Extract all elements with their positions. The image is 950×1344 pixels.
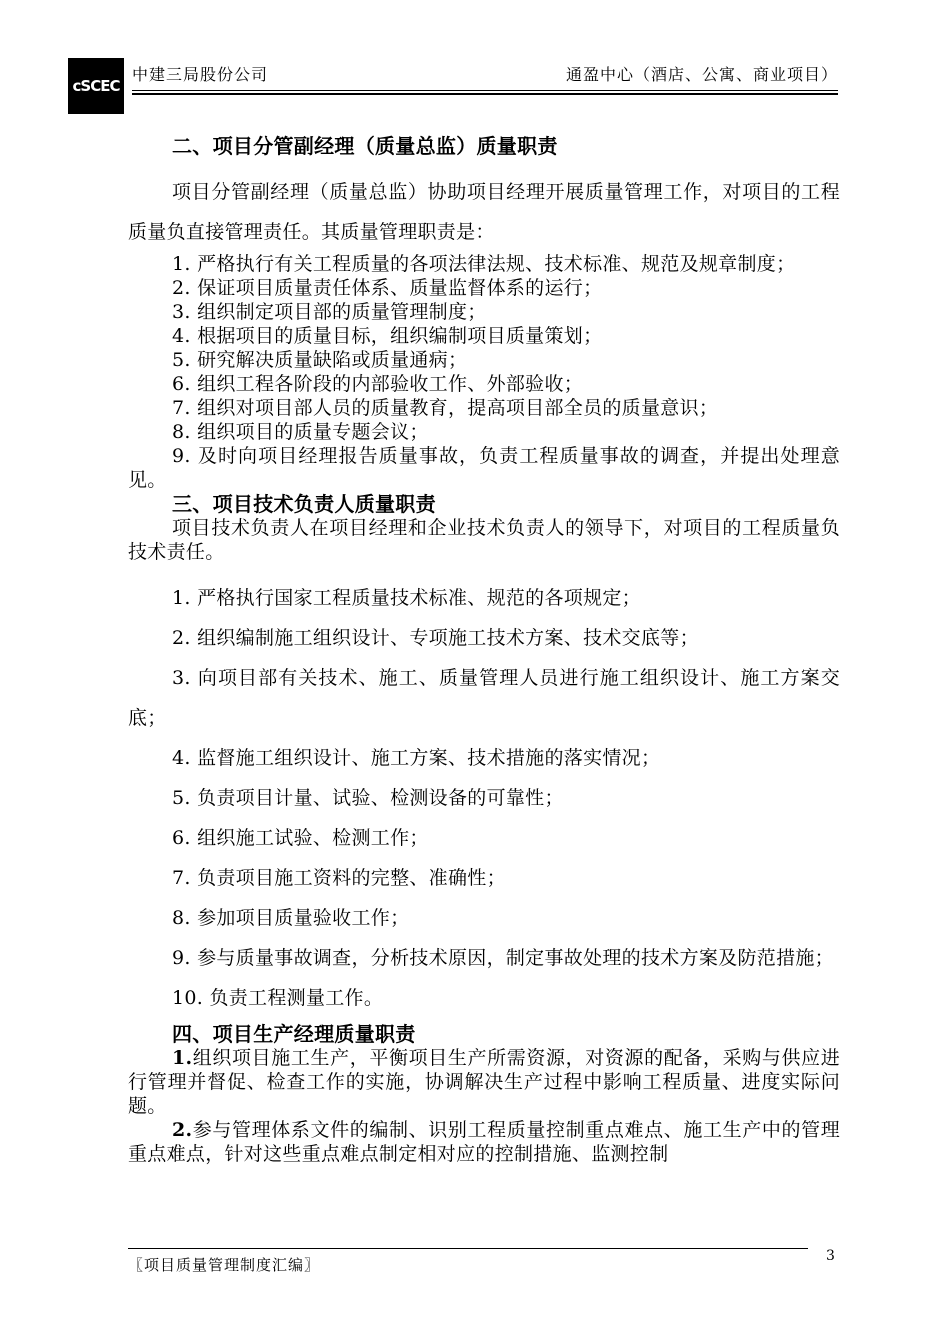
section-4-title: 四、项目生产经理质量职责 — [172, 1022, 416, 1046]
list-item: 1. 严格执行国家工程质量技术标准、规范的各项规定； — [172, 587, 641, 609]
header-rule-thick — [132, 93, 838, 95]
section-3-intro: 项目技术负责人在项目经理和企业技术负责人的领导下，对项目的工程质量负技术责任。 — [128, 517, 840, 563]
list-item: 9. 参与质量事故调查，分析技术原因，制定事故处理的技术方案及防范措施； — [172, 947, 834, 969]
list-item: 8. 参加项目质量验收工作； — [172, 907, 410, 929]
list-item: 1. 严格执行有关工程质量的各项法律法规、技术标准、规范及规章制度； — [172, 253, 796, 275]
list-item: 6. 组织施工试验、检测工作； — [172, 827, 429, 849]
list-item: 10. 负责工程测量工作。 — [172, 987, 384, 1009]
list-item — [128, 1118, 840, 1166]
list-item: 2. 组织编制施工组织设计、专项施工技术方案、技术交底等； — [172, 627, 699, 649]
list-item: 3. 向项目部有关技术、施工、质量管理人员进行施工组织设计、施工方案交底； — [128, 667, 840, 729]
item-number: 1. — [172, 1047, 193, 1069]
list-item: 4. 根据项目的质量目标，组织编制项目质量策划； — [172, 325, 603, 347]
item-number: 2. — [172, 1119, 193, 1141]
list-item: 8. 组织项目的质量专题会议； — [172, 421, 429, 443]
list-item: 2. 保证项目质量责任体系、质量监督体系的运行； — [172, 277, 603, 299]
list-item: 4. 监督施工组织设计、施工方案、技术措施的落实情况； — [172, 747, 661, 769]
section-2-title: 二、项目分管副经理（质量总监）质量职责 — [172, 134, 558, 158]
company-name: 中建三局股份公司 — [132, 65, 269, 84]
item-text: 组织项目施工生产，平衡项目生产所需资源，对资源的配备，采购与供应进行管理并督促、检查工作的实施，协调解决生产过程中影响工程质量、进度实际问题。 — [128, 1047, 840, 1117]
page-number: 3 — [826, 1248, 835, 1264]
header-rule — [132, 90, 838, 91]
page-header — [68, 50, 838, 122]
section-3-title: 三、项目技术负责人质量职责 — [172, 492, 436, 516]
item-text: 参与管理体系文件的编制、识别工程质量控制重点难点、施工生产中的管理重点难点，针对这些重点难点制定相对应的控制措施、监测控制 — [128, 1119, 840, 1165]
list-item: 6. 组织工程各阶段的内部验收工作、外部验收； — [172, 373, 584, 395]
footer-title: 〖项目质量管理制度汇编〗 — [128, 1256, 321, 1274]
section-2-intro: 项目分管副经理（质量总监）协助项目经理开展质量管理工作，对项目的工程质量负直接管理责任。其质量管理职责是： — [128, 181, 840, 243]
project-name: 通盈中心（酒店、公寓、商业项目） — [565, 65, 838, 84]
list-item — [128, 1046, 840, 1118]
document-body — [128, 128, 840, 1166]
footer-rule — [128, 1248, 808, 1249]
list-item: 7. 组织对项目部人员的质量教育，提高项目部全员的质量意识； — [172, 397, 719, 419]
list-item: 9. 及时向项目经理报告质量事故，负责工程质量事故的调查，并提出处理意见。 — [128, 445, 840, 491]
list-item: 5. 研究解决质量缺陷或质量通病； — [172, 349, 468, 371]
list-item: 7. 负责项目施工资料的完整、准确性； — [172, 867, 506, 889]
cscec-logo: cSCEC — [68, 58, 124, 114]
list-item: 5. 负责项目计量、试验、检测设备的可靠性； — [172, 787, 564, 809]
list-item: 3. 组织制定项目部的质量管理制度； — [172, 301, 487, 323]
